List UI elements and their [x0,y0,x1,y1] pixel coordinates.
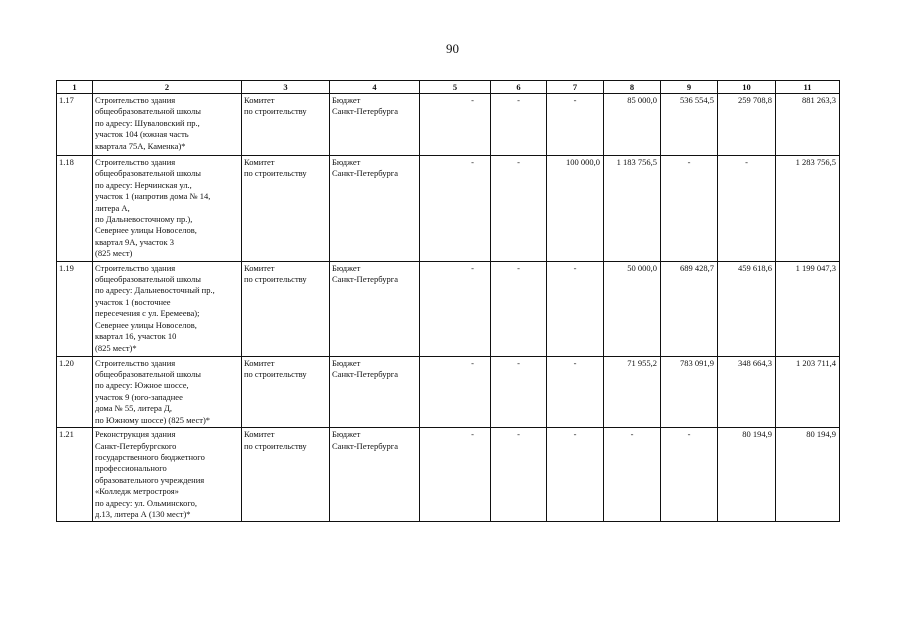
funding-source: Бюджет Санкт-Петербурга [330,156,420,262]
column-header: 3 [242,81,330,94]
cell-col7: - [547,261,604,356]
cell-col11: 80 194,9 [776,428,840,522]
funding-source: Бюджет Санкт-Петербурга [330,94,420,156]
object-name: Реконструкция здания Санкт-Петербургского государственного бюджетного профессионального образовательного учреждения «Колледж метростроя» по адресу: ул. Ольминского, д.13, литера А (130 мест)* [93,428,242,522]
funding-source: Бюджет Санкт-Петербурга [330,428,420,522]
column-header: 2 [93,81,242,94]
cell-col11: 1 283 756,5 [776,156,840,262]
page-number: 90 [446,41,459,56]
cell-col5: - [420,356,491,427]
cell-col6: - [491,156,547,262]
cell-col6: - [491,356,547,427]
row-id: 1.18 [57,156,93,262]
column-header: 8 [604,81,661,94]
column-header: 7 [547,81,604,94]
object-name: Строительство здания общеобразовательной школы по адресу: Дальневосточный пр., участок 1 (восточнее пересечения с ул. Еремеева); Севернее улицы Новоселов, квартал 16, участок 10 (825 мест)* [93,261,242,356]
row-id: 1.21 [57,428,93,522]
table-row [57,261,840,356]
cell-col6: - [491,428,547,522]
cell-col6: - [491,94,547,156]
cell-col5: - [420,94,491,156]
table-row [57,428,840,522]
table-row [57,356,840,427]
cell-col9: 689 428,7 [661,261,718,356]
cell-col8: 1 183 756,5 [604,156,661,262]
cell-col11: 1 199 047,3 [776,261,840,356]
object-name: Строительство здания общеобразовательной школы по адресу: Нерчинская ул., участок 1 (напротив дома № 14, литера А, по Дальневосточному пр.), Севернее улицы Новоселов, квартал 9А, участок 3 (825 мест) [93,156,242,262]
cell-col11: 881 263,3 [776,94,840,156]
column-header: 11 [776,81,840,94]
cell-col10: - [718,156,776,262]
funding-source: Бюджет Санкт-Петербурга [330,356,420,427]
cell-col8: 50 000,0 [604,261,661,356]
column-header: 10 [718,81,776,94]
cell-col8: 85 000,0 [604,94,661,156]
column-header: 6 [491,81,547,94]
cell-col9: 536 554,5 [661,94,718,156]
executor: Комитет по строительству [242,428,330,522]
executor: Комитет по строительству [242,94,330,156]
cell-col8: - [604,428,661,522]
row-id: 1.17 [57,94,93,156]
cell-col5: - [420,428,491,522]
cell-col9: - [661,156,718,262]
cell-col10: 459 618,6 [718,261,776,356]
executor: Комитет по строительству [242,356,330,427]
program-table [56,80,840,522]
cell-col6: - [491,261,547,356]
cell-col10: 348 664,3 [718,356,776,427]
row-id: 1.19 [57,261,93,356]
column-header: 1 [57,81,93,94]
cell-col9: 783 091,9 [661,356,718,427]
column-header: 5 [420,81,491,94]
object-name: Строительство здания общеобразовательной школы по адресу: Южное шоссе, участок 9 (юго-западнее дома № 55, литера Д, по Южному шоссе) (825 мест)* [93,356,242,427]
cell-col5: - [420,156,491,262]
row-id: 1.20 [57,356,93,427]
cell-col7: - [547,428,604,522]
table-row [57,156,840,262]
header-row [57,81,840,94]
executor: Комитет по строительству [242,156,330,262]
cell-col7: - [547,94,604,156]
column-header: 4 [330,81,420,94]
cell-col8: 71 955,2 [604,356,661,427]
cell-col10: 259 708,8 [718,94,776,156]
cell-col7: 100 000,0 [547,156,604,262]
table-row [57,94,840,156]
cell-col5: - [420,261,491,356]
cell-col7: - [547,356,604,427]
cell-col9: - [661,428,718,522]
object-name: Строительство здания общеобразовательной школы по адресу: Шуваловский пр., участок 104 (южная часть квартала 75А, Каменка)* [93,94,242,156]
cell-col11: 1 203 711,4 [776,356,840,427]
executor: Комитет по строительству [242,261,330,356]
cell-col10: 80 194,9 [718,428,776,522]
funding-source: Бюджет Санкт-Петербурга [330,261,420,356]
column-header: 9 [661,81,718,94]
